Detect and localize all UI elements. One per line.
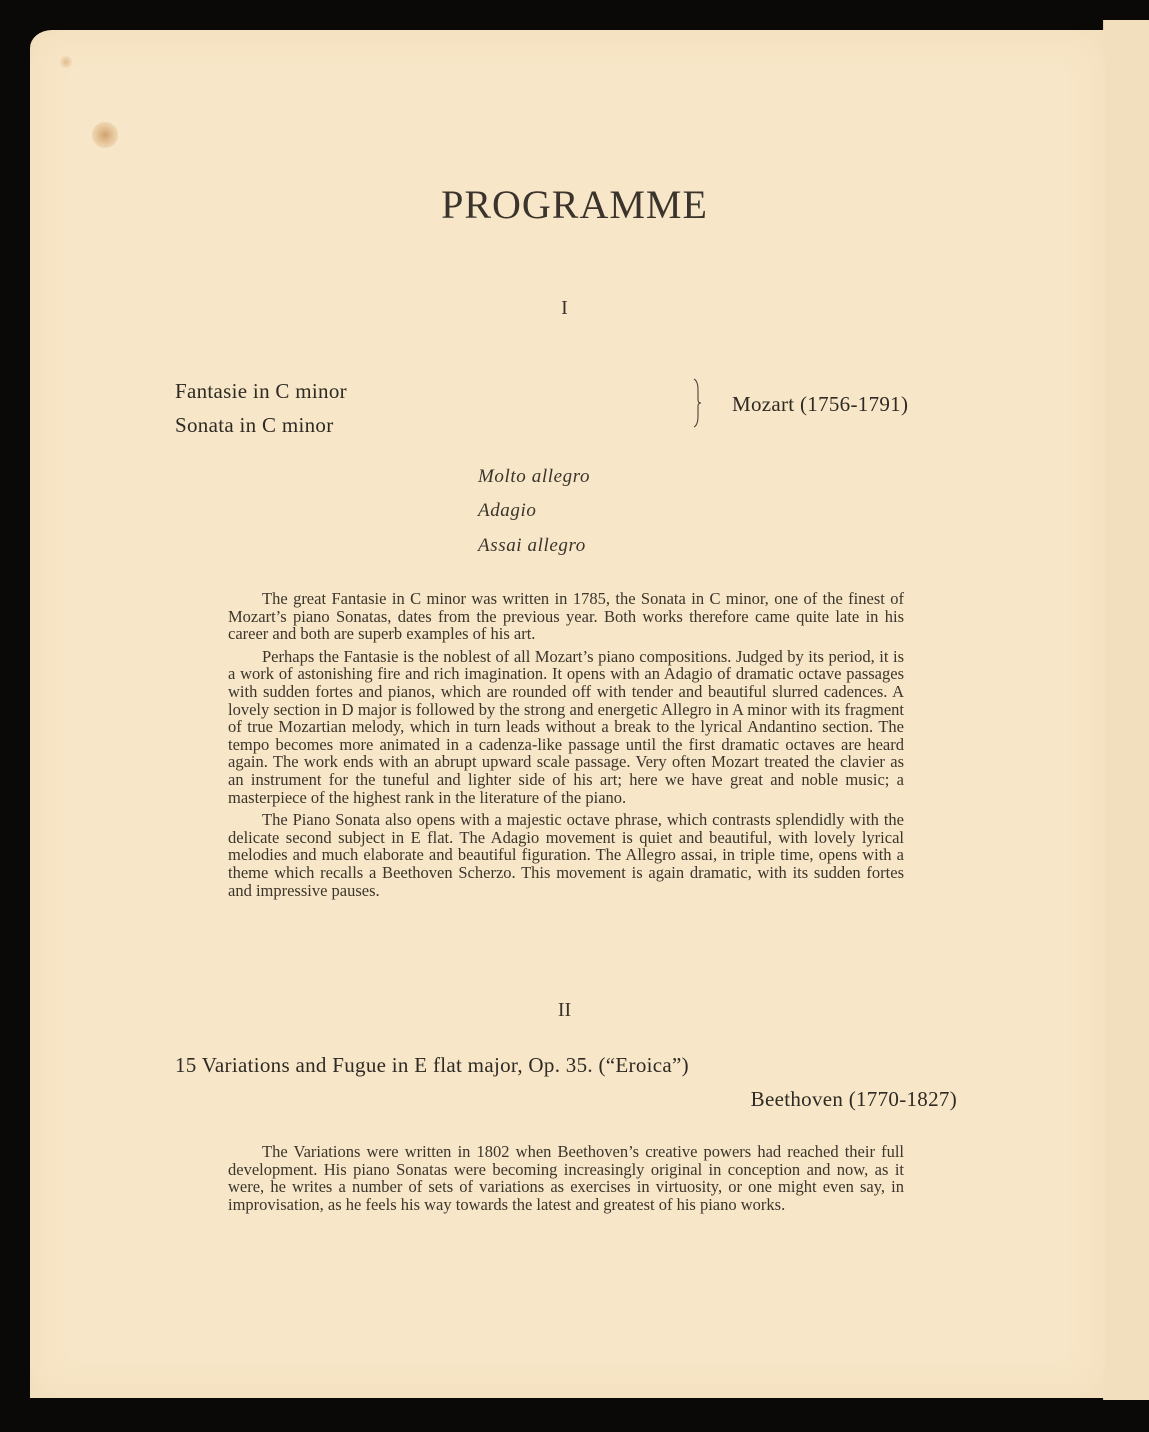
movement-3: Assai allegro (478, 535, 586, 556)
paragraph: The Variations were written in 1802 when Beethoven’s creative powers had reached their full development. His piano Sonatas were becoming increasingly original in conception and now, as it were, he writes a number of sets of variations as exercises in virtuosity, or one might even say, in improvisation, as he feels his way towards the latest and greatest of his piano works. (228, 1142, 904, 1214)
paragraph: The Piano Sonata also opens with a majestic octave phrase, which contrasts splendidly with the delicate second subject in E flat. The Adagio movement is quiet and beautiful, with lovely lyrical melodies and much elaborate and beautiful figuration. The Allegro assai, in triple time, opens with a theme which recalls a Beethoven Scherzo. This movement is again dramatic, with its sudden fortes and impressive pauses. (228, 810, 904, 900)
foxing-stain (92, 122, 118, 148)
piece-title-fantasie: Fantasie in C minor (175, 379, 347, 403)
movement-2: Adagio (478, 500, 537, 521)
composer-beethoven: Beethoven (1770-1827) (750, 1087, 957, 1111)
mozart-notes (228, 590, 904, 904)
movement-1: Molto allegro (478, 466, 591, 487)
paragraph: The great Fantasie in C minor was written in 1785, the Sonata in C minor, one of the finest of Mozart’s piano Sonatas, dates from the previous year. Both works therefore came quite late in his career and both are superb examples of his art. (228, 589, 904, 644)
foxing-stain (60, 56, 72, 68)
section-numeral-1: I (561, 297, 568, 319)
composer-mozart: Mozart (1756-1791) (732, 392, 909, 416)
piece-title-variations: 15 Variations and Fugue in E flat major, Op. 35. (“Eroica”) (175, 1053, 689, 1077)
section-numeral-2: II (557, 999, 572, 1021)
beethoven-notes (228, 1143, 904, 1218)
page-title: PROGRAMME (441, 182, 708, 227)
paragraph: Perhaps the Fantasie is the noblest of all Mozart’s piano compositions. Judged by its period, it is a work of astonishing fire and rich imagination. It opens with an Adagio of dramatic octave passages with sudden fortes and pianos, which are rounded off with tender and beautiful slurred cadences. A lovely section in D major is followed by the strong and energetic Allegro in A minor with its fragment of true Mozartian melody, which in turn leads without a break to the lyrical Andantino section. The tempo becomes more animated in a cadenza-like passage until the first dramatic octaves are heard again. The work ends with an abrupt upward scale passage. Very often Mozart treated the clavier as an instrument for the tuneful and lighter side of his art; here we have great and noble music; a masterpiece of the highest rank in the literature of the piano. (228, 646, 904, 807)
piece-title-sonata: Sonata in C minor (175, 413, 334, 437)
brace-icon (690, 378, 704, 428)
